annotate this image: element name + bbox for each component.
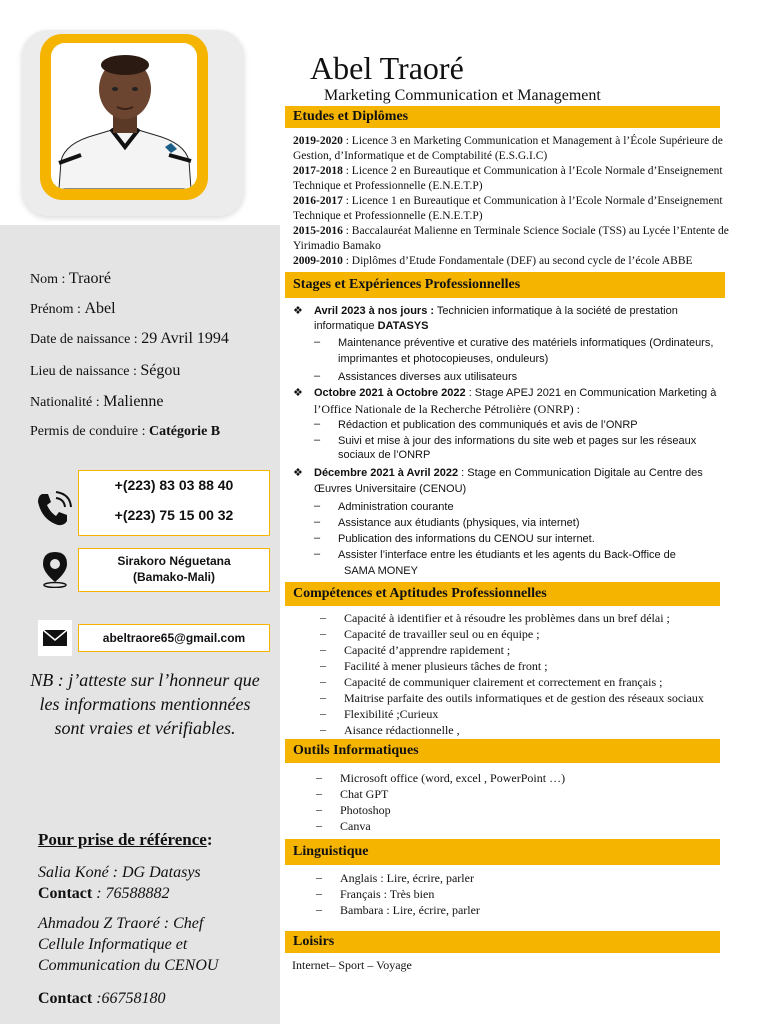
education-item bbox=[293, 194, 733, 224]
dash-bullet-icon: – bbox=[314, 548, 321, 560]
section-etudes: Etudes et Diplômes bbox=[285, 106, 720, 128]
info-prenom bbox=[30, 300, 116, 318]
info-value: Ségou bbox=[140, 362, 181, 379]
experience-period: Octobre 2021 à Octobre 2022 bbox=[314, 387, 466, 399]
info-label: Nom : bbox=[30, 272, 69, 287]
experience-period: Avril 2023 à nos jours : bbox=[314, 305, 435, 317]
competence-item: Maitrise parfaite des outils informatiques et de gestion des réseaux sociaux bbox=[344, 691, 704, 705]
education-item bbox=[293, 164, 733, 194]
envelope-icon bbox=[38, 620, 72, 661]
experience-task: SAMA MONEY bbox=[344, 565, 418, 577]
competence-item: Capacité de travailler seul ou en équipe ; bbox=[344, 627, 540, 641]
education-year: 2017-2018 bbox=[293, 165, 343, 177]
section-outils: Outils Informatiques bbox=[285, 739, 720, 763]
reference-2-line-1: Ahmadou Z Traoré : Chef bbox=[38, 915, 204, 932]
experience-task: sociaux de l’ONRP bbox=[338, 449, 431, 461]
outil-item: Chat GPT bbox=[340, 787, 389, 801]
dash-bullet-icon: – bbox=[320, 626, 326, 640]
info-nom bbox=[30, 270, 111, 288]
candidate-name: Abel Traoré bbox=[310, 50, 464, 86]
loisirs-text: Internet– Sport – Voyage bbox=[292, 958, 412, 972]
info-nationalite bbox=[30, 393, 164, 411]
dash-bullet-icon: – bbox=[316, 770, 322, 784]
dash-bullet-icon: – bbox=[314, 500, 321, 512]
experience-3-header bbox=[314, 466, 754, 480]
education-year: 2016-2017 bbox=[293, 195, 343, 207]
info-value: Abel bbox=[84, 300, 116, 317]
phone-number-2[interactable]: +(223) 75 15 00 32 bbox=[114, 507, 234, 523]
competence-item: Aisance rédactionnelle , bbox=[344, 723, 460, 737]
dash-bullet-icon: – bbox=[320, 690, 326, 704]
dash-bullet-icon: – bbox=[314, 532, 321, 544]
dash-bullet-icon: – bbox=[320, 674, 326, 688]
candidate-title: Marketing Communication et Management bbox=[324, 87, 601, 104]
experience-3-org: Œuvres Universitaire (CENOU) bbox=[314, 483, 467, 495]
info-label: Permis de conduire : bbox=[30, 424, 149, 439]
address-line-1: Sirakoro Néguetana bbox=[117, 554, 231, 568]
phone-icon bbox=[34, 490, 74, 535]
education-year: 2015-2016 bbox=[293, 225, 343, 237]
experience-task: Rédaction et publication des communiqués et avis de l’ONRP bbox=[338, 419, 638, 431]
info-value: Traoré bbox=[68, 270, 111, 287]
experience-desc: Technicien informatique à la société de prestation bbox=[434, 305, 678, 317]
info-naissance bbox=[30, 330, 229, 348]
competence-item: Capacité à identifier et à résoudre les problèmes dans un bref délai ; bbox=[344, 611, 670, 625]
education-text: : Licence 2 en Bureautique et Communication à l’Ecole Normale d’Enseignement Technique et Professionnelle (E.N.E.T.P) bbox=[293, 165, 723, 192]
dash-bullet-icon: – bbox=[314, 434, 321, 446]
dash-bullet-icon: – bbox=[316, 886, 322, 900]
diamond-bullet-icon: ❖ bbox=[293, 387, 303, 399]
experience-task: imprimantes et photocopieuses, onduleurs) bbox=[338, 353, 549, 365]
dash-bullet-icon: – bbox=[320, 722, 326, 736]
diamond-bullet-icon: ❖ bbox=[293, 305, 303, 317]
dash-bullet-icon: – bbox=[320, 658, 326, 672]
education-text: : Licence 3 en Marketing Communication et Management à l’École Supérieure de Gestion, d’Informatique et de Comptabilité (E.S.G.I.C) bbox=[293, 135, 723, 162]
reference-2 bbox=[38, 913, 278, 976]
address-line-2: (Bamako-Mali) bbox=[132, 570, 215, 584]
email-link[interactable]: abeltraore65@gmail.com bbox=[102, 631, 246, 645]
reference-1-contact-label: Contact bbox=[38, 885, 93, 902]
info-value: 29 Avril 1994 bbox=[141, 330, 229, 347]
competence-item: Capacité de communiquer clairement et correctement en français ; bbox=[344, 675, 663, 689]
education-text: : Baccalauréat Malienne en Terminale Science Sociale (TSS) au Lycée l’Entente de Yirimadio Bamako bbox=[293, 225, 729, 252]
reference-1 bbox=[38, 862, 278, 904]
experience-task: Assister l’interface entre les étudiants et les agents du Back-Office de bbox=[338, 549, 676, 561]
dash-bullet-icon: – bbox=[316, 786, 322, 800]
experience-task: Administration courante bbox=[338, 501, 454, 513]
section-competences: Compétences et Aptitudes Professionnelles bbox=[285, 582, 720, 606]
experience-task: Suivi et mise à jour des informations du site web et pages sur les réseaux bbox=[338, 435, 697, 447]
phone-box bbox=[78, 470, 270, 536]
education-item bbox=[293, 134, 733, 164]
reference-1-contact-value: : 76588882 bbox=[92, 885, 170, 902]
diamond-bullet-icon: ❖ bbox=[293, 467, 303, 479]
experience-1-header bbox=[314, 304, 754, 318]
section-stages: Stages et Expériences Professionnelles bbox=[285, 272, 725, 298]
experience-1-company bbox=[314, 319, 429, 333]
education-list bbox=[293, 134, 733, 269]
education-text: : Licence 1 en Bureautique et Communication à l’Ecole Normale d’Enseignement Technique et Professionnelle (E.N.E.T.P) bbox=[293, 195, 723, 222]
location-pin-icon bbox=[38, 550, 72, 593]
info-value: Catégorie B bbox=[148, 424, 221, 439]
education-year: 2009-2010 bbox=[293, 255, 343, 267]
profile-photo-frame bbox=[40, 34, 208, 200]
dash-bullet-icon: – bbox=[314, 418, 321, 430]
email-box bbox=[78, 624, 270, 652]
experience-task: Maintenance préventive et curative des matériels informatiques (Ordinateurs, bbox=[338, 337, 714, 349]
education-item bbox=[293, 224, 733, 254]
person-portrait-icon bbox=[51, 43, 197, 189]
experience-2-header bbox=[314, 386, 754, 400]
info-label: Nationalité : bbox=[30, 395, 104, 410]
section-loisirs: Loisirs bbox=[285, 931, 720, 953]
experience-desc: informatique bbox=[314, 320, 378, 332]
experience-desc: : Stage APEJ 2021 en Communication Marketing à bbox=[465, 387, 717, 399]
info-lieu bbox=[30, 362, 180, 380]
reference-1-person: Salia Koné : DG Datasys bbox=[38, 864, 201, 881]
info-label: Prénom : bbox=[30, 302, 85, 317]
dash-bullet-icon: – bbox=[314, 516, 321, 528]
education-year: 2019-2020 bbox=[293, 135, 343, 147]
dash-bullet-icon: – bbox=[320, 706, 326, 720]
section-linguistique: Linguistique bbox=[285, 839, 720, 865]
experience-2-org: l’Office Nationale de la Recherche Pétrolière (ONRP) : bbox=[314, 402, 581, 416]
reference-2-line-3: Communication du CENOU bbox=[38, 957, 219, 974]
outil-item: Microsoft office (word, excel , PowerPoint …) bbox=[340, 771, 566, 785]
dash-bullet-icon: – bbox=[314, 370, 321, 382]
profile-photo bbox=[51, 43, 197, 189]
address-box bbox=[78, 548, 270, 592]
experience-period: Décembre 2021 à Avril 2022 bbox=[314, 467, 459, 479]
info-value: Malienne bbox=[103, 393, 164, 410]
dash-bullet-icon: – bbox=[314, 336, 321, 348]
competence-item: Flexibilité ;Curieux bbox=[344, 707, 439, 721]
langue-item: Anglais : Lire, écrire, parler bbox=[340, 871, 474, 885]
info-permis bbox=[30, 424, 220, 440]
outil-item: Canva bbox=[340, 819, 371, 833]
education-text: : Diplômes d’Etude Fondamentale (DEF) au second cycle de l’école ABBE bbox=[342, 255, 693, 267]
dash-bullet-icon: – bbox=[316, 818, 322, 832]
dash-bullet-icon: – bbox=[320, 610, 326, 624]
langue-item: Bambara : Lire, écrire, parler bbox=[340, 903, 480, 917]
reference-2-contact-value: :66758180 bbox=[92, 990, 166, 1007]
phone-number-1[interactable]: +(223) 83 03 88 40 bbox=[114, 477, 234, 493]
reference-2-contact-label: Contact bbox=[38, 990, 93, 1007]
reference-2-line-2: Cellule Informatique et bbox=[38, 936, 188, 953]
competence-item: Capacité d’apprendre rapidement ; bbox=[344, 643, 511, 657]
reference-2-contact bbox=[38, 988, 278, 1009]
references-title bbox=[38, 830, 213, 850]
experience-task: Publication des informations du CENOU sur internet. bbox=[338, 533, 595, 545]
experience-company: DATASYS bbox=[377, 320, 429, 332]
dash-bullet-icon: – bbox=[316, 870, 322, 884]
dash-bullet-icon: – bbox=[316, 802, 322, 816]
info-label: Date de naissance : bbox=[30, 332, 142, 347]
outil-item: Photoshop bbox=[340, 803, 391, 817]
competence-item: Facilité à mener plusieurs tâches de front ; bbox=[344, 659, 548, 673]
experience-task: Assistance aux étudiants (physiques, via internet) bbox=[338, 517, 580, 529]
education-item bbox=[293, 254, 733, 269]
experience-desc: : Stage en Communication Digitale au Centre des bbox=[458, 467, 703, 479]
dash-bullet-icon: – bbox=[316, 902, 322, 916]
langue-item: Français : Très bien bbox=[340, 887, 435, 901]
info-label: Lieu de naissance : bbox=[30, 364, 141, 379]
references-title-text: Pour prise de référence bbox=[38, 830, 207, 849]
dash-bullet-icon: – bbox=[320, 642, 326, 656]
experience-task: Assistances diverses aux utilisateurs bbox=[338, 371, 518, 383]
attestation-note: NB : j’atteste sur l’honneur que les informations mentionnées sont vraies et vérifiables. bbox=[30, 670, 260, 738]
references-title-colon: : bbox=[206, 830, 213, 849]
